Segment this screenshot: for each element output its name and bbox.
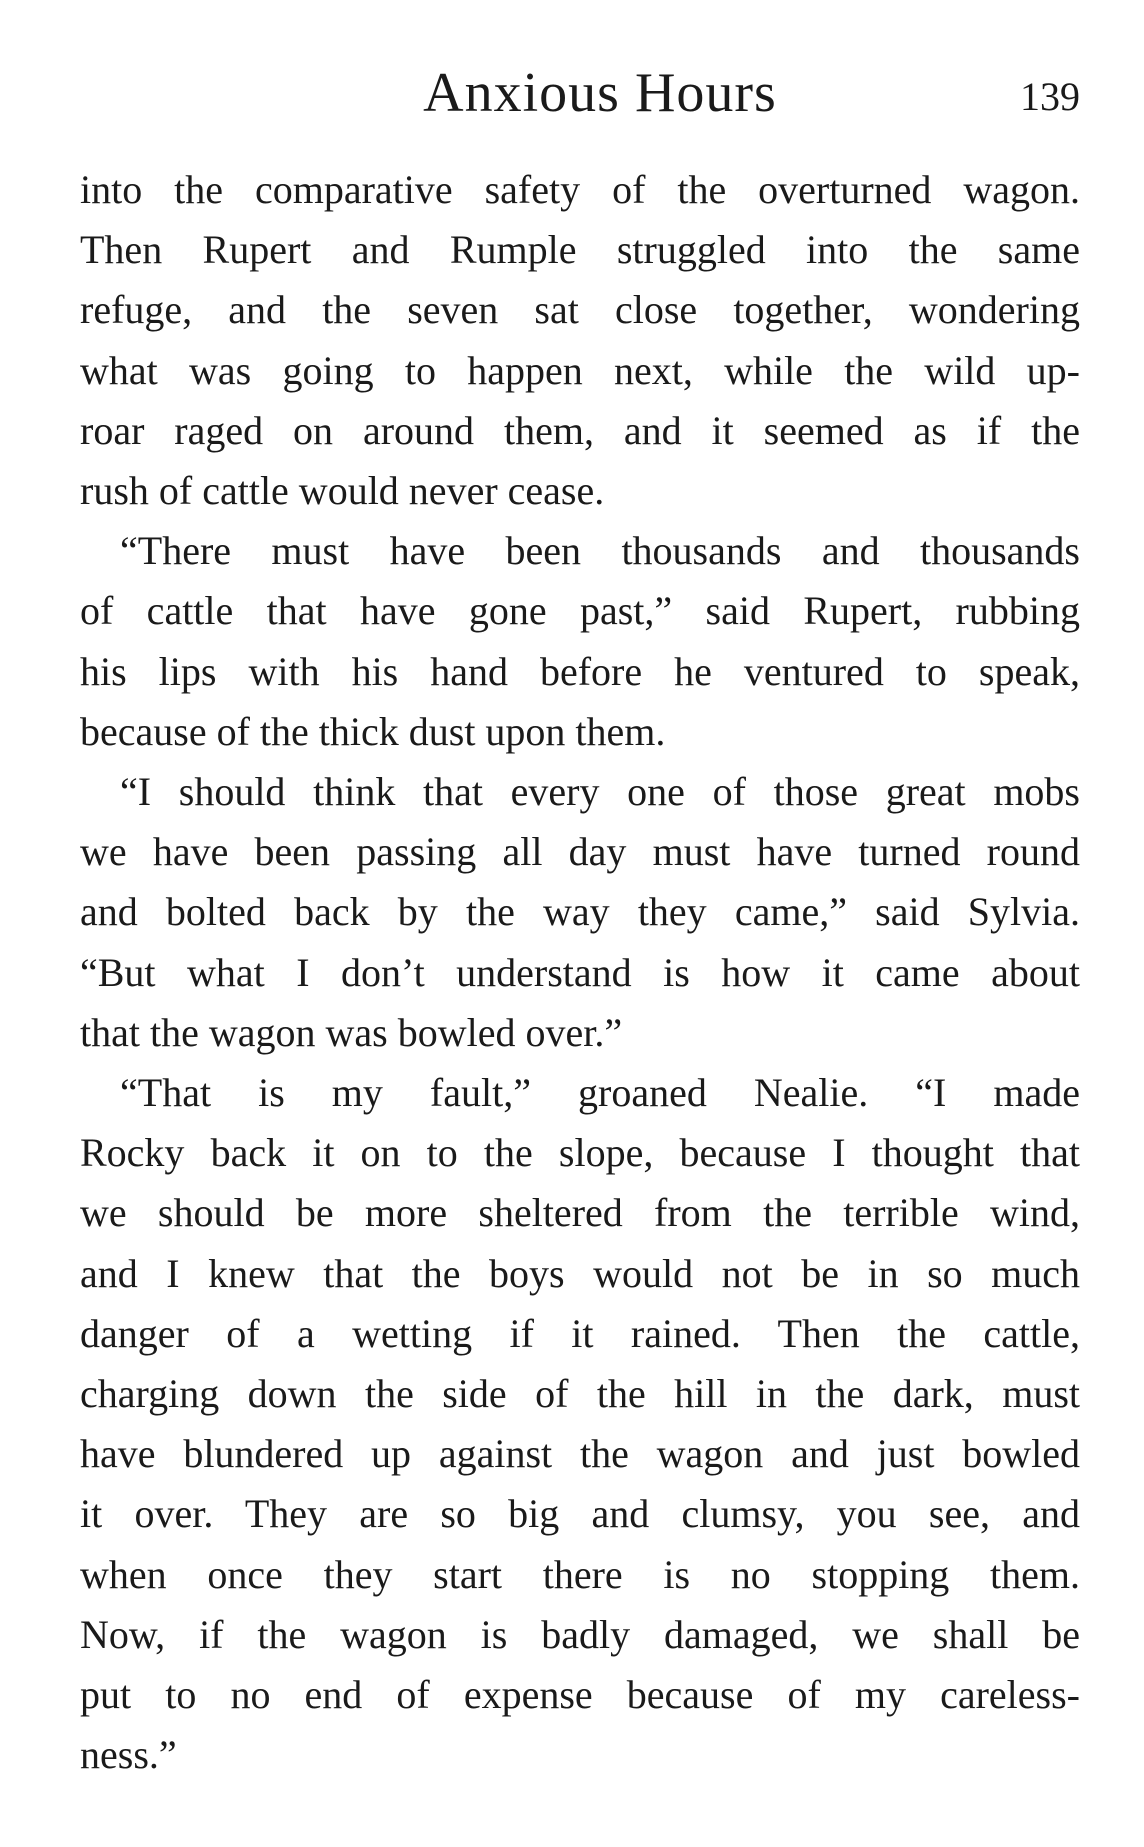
text-line: and bolted back by the way they came,” said Sylvia.: [80, 889, 1080, 935]
text-line: when once they start there is no stopping them.: [80, 1551, 1080, 1597]
text-line: Now, if the wagon is badly damaged, we shall be: [80, 1611, 1080, 1657]
text-line: “I should think that every one of those great mobs: [120, 769, 1080, 815]
text-line: ness.”: [80, 1732, 177, 1778]
paragraph: [80, 521, 1080, 762]
paragraph: [80, 1063, 1080, 1785]
text-line: and I knew that the boys would not be in so much: [80, 1250, 1080, 1296]
text-line: “But what I don’t understand is how it came about: [80, 949, 1080, 995]
text-line: we should be more sheltered from the terrible wind,: [80, 1190, 1080, 1236]
text-line: put to no end of expense because of my careless-: [80, 1672, 1080, 1718]
text-line: charging down the side of the hill in the dark, must: [80, 1371, 1080, 1417]
paragraph: [80, 160, 1080, 521]
text-line: what was going to happen next, while the wild up-: [80, 347, 1080, 393]
text-line: roar raged on around them, and it seemed as if the: [80, 407, 1080, 453]
text-line: danger of a wetting if it rained. Then the cattle,: [80, 1310, 1080, 1356]
text-line: we have been passing all day must have turned round: [80, 829, 1080, 875]
page-number: 139: [1020, 74, 1080, 119]
text-line: his lips with his hand before he ventured to speak,: [80, 648, 1080, 694]
text-line: Rocky back it on to the slope, because I thought that: [80, 1130, 1080, 1176]
text-line: because of the thick dust upon them.: [80, 708, 666, 754]
running-head: [80, 58, 1080, 128]
text-line: of cattle that have gone past,” said Rupert, rubbing: [80, 588, 1080, 634]
chapter-title: Anxious Hours: [423, 62, 777, 124]
text-line: have blundered up against the wagon and just bowled: [80, 1431, 1080, 1477]
text-line: “That is my fault,” groaned Nealie. “I made: [120, 1070, 1080, 1116]
text-line: that the wagon was bowled over.”: [80, 1009, 623, 1055]
paragraph: [80, 762, 1080, 1063]
body-text: [80, 160, 1080, 1785]
text-line: rush of cattle would never cease.: [80, 468, 605, 514]
text-line: it over. They are so big and clumsy, you see, and: [80, 1491, 1080, 1537]
text-line: refuge, and the seven sat close together, wondering: [80, 287, 1080, 333]
text-line: “There must have been thousands and thousands: [120, 528, 1080, 574]
text-line: Then Rupert and Rumple struggled into the same: [80, 227, 1080, 273]
text-line: into the comparative safety of the overturned wagon.: [80, 167, 1080, 212]
